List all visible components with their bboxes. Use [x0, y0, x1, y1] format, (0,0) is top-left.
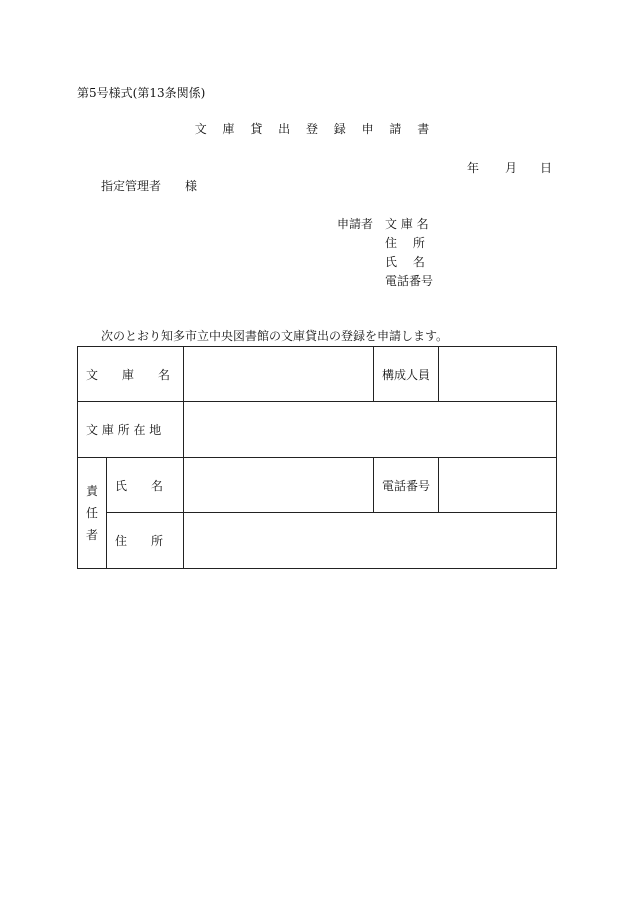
name-input[interactable] [184, 458, 374, 513]
form-number: 第5号様式(第13条関係) [77, 86, 206, 100]
addressee: 指定管理者 様 [101, 179, 198, 193]
applicant-phone-label: 電話番号 [385, 274, 434, 288]
location-label: 文 庫 所 在 地 [78, 402, 184, 458]
applicant-library-name-label: 文 庫 名 [385, 217, 429, 231]
responsible-name-row [78, 458, 557, 513]
document-title: 文 庫 貸 出 登 録 申 請 書 [194, 122, 436, 136]
location-row [78, 402, 557, 458]
phone-label: 電話番号 [374, 458, 439, 513]
date-day-label: 日 [540, 161, 553, 175]
library-name-label: 文 庫 名 [78, 347, 184, 402]
library-name-row [78, 347, 557, 402]
members-label: 構成人員 [374, 347, 439, 402]
members-input[interactable] [439, 347, 557, 402]
address-input[interactable] [184, 513, 557, 569]
registration-form-table [77, 346, 557, 569]
name-label: 氏 名 [107, 458, 184, 513]
responsible-address-row [78, 513, 557, 569]
responsible-person-label: 責 任 者 [78, 458, 107, 569]
phone-input[interactable] [439, 458, 557, 513]
date-year-label: 年 [467, 161, 480, 175]
applicant-address-label: 住 所 [385, 236, 425, 250]
date-month-label: 月 [505, 161, 518, 175]
address-label: 住 所 [107, 513, 184, 569]
library-name-input[interactable] [184, 347, 374, 402]
applicant-label: 申請者 [337, 217, 374, 231]
intro-text: 次のとおり知多市立中央図書館の文庫貸出の登録を申請します。 [101, 329, 449, 343]
applicant-name-label: 氏 名 [385, 255, 425, 269]
location-input[interactable] [184, 402, 557, 458]
